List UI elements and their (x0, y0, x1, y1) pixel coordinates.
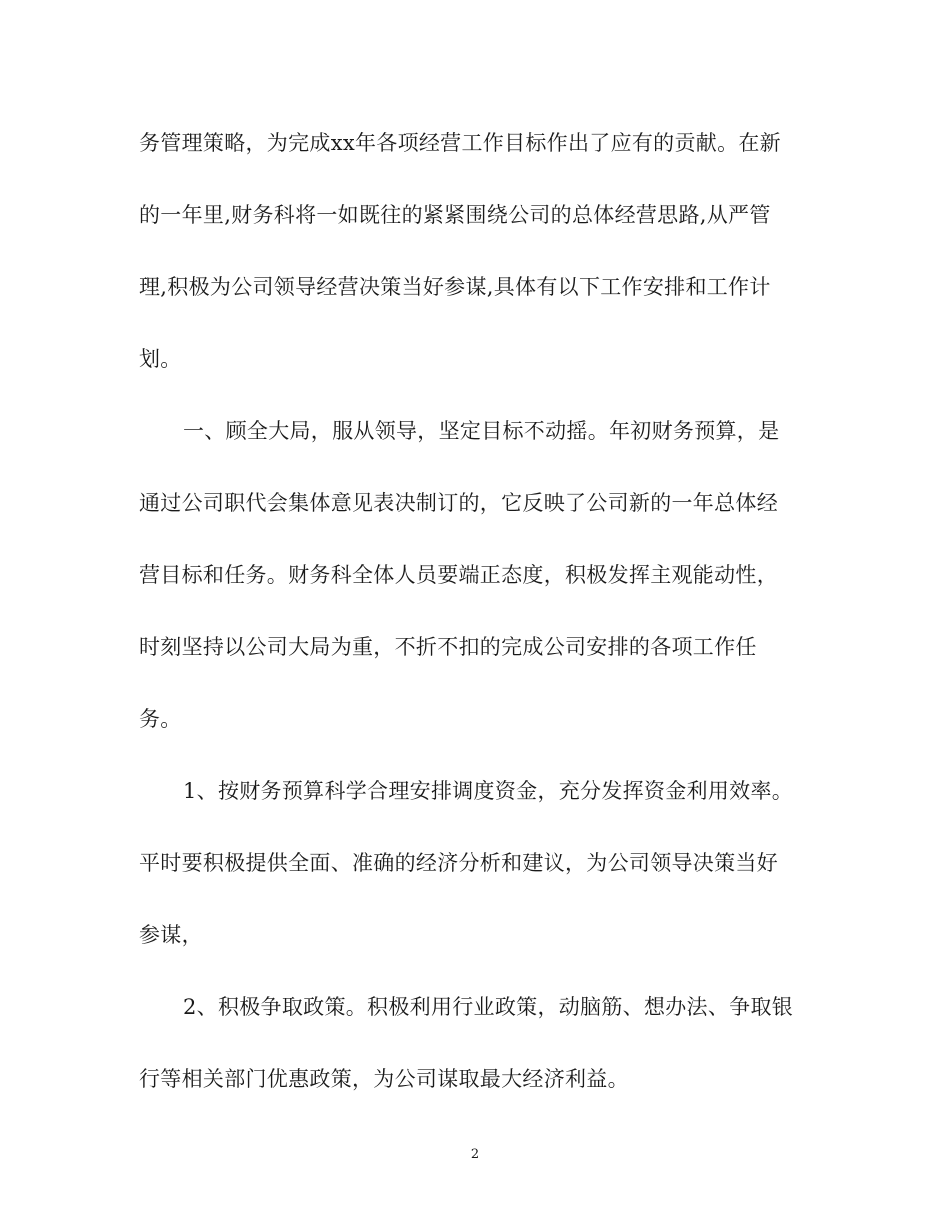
list-item-line: 2、积极争取政策。积极利用行业政策，动脑筋、想办法、争取银 (183, 995, 794, 1019)
text-line: 时刻坚持以公司大局为重，不折不扣的完成公司安排的各项工作任 (139, 635, 757, 659)
list-item-line: 1、按财务预算科学合理安排调度资金，充分发挥资金利用效率。 (183, 779, 794, 803)
page-number: 2 (470, 1147, 480, 1162)
text-line: 务。 (139, 707, 182, 731)
text-line: 务管理策略，为完成xx年各项经营工作目标作出了应有的贡献。在新 (139, 131, 781, 155)
text-line: 参谋， (139, 923, 203, 947)
paragraph-heading-line: 一、顾全大局，服从领导，坚定目标不动摇。年初财务预算，是 (183, 419, 780, 443)
text-line: 的一年里,财务科将一如既往的紧紧围绕公司的总体经营思路,从严管 (139, 203, 771, 227)
text-line: 划。 (139, 347, 182, 371)
text-line: 营目标和任务。财务科全体人员要端正态度，积极发挥主观能动性， (139, 563, 778, 587)
text-line: 行等相关部门优惠政策，为公司谋取最大经济利益。 (139, 1067, 629, 1091)
text-line: 平时要积极提供全面、准确的经济分析和建议，为公司领导决策当好 (139, 851, 778, 875)
text-line: 通过公司职代会集体意见表决制订的，它反映了公司新的一年总体经 (139, 491, 778, 515)
text-line: 理,积极为公司领导经营决策当好参谋,具体有以下工作安排和工作计 (139, 275, 771, 299)
